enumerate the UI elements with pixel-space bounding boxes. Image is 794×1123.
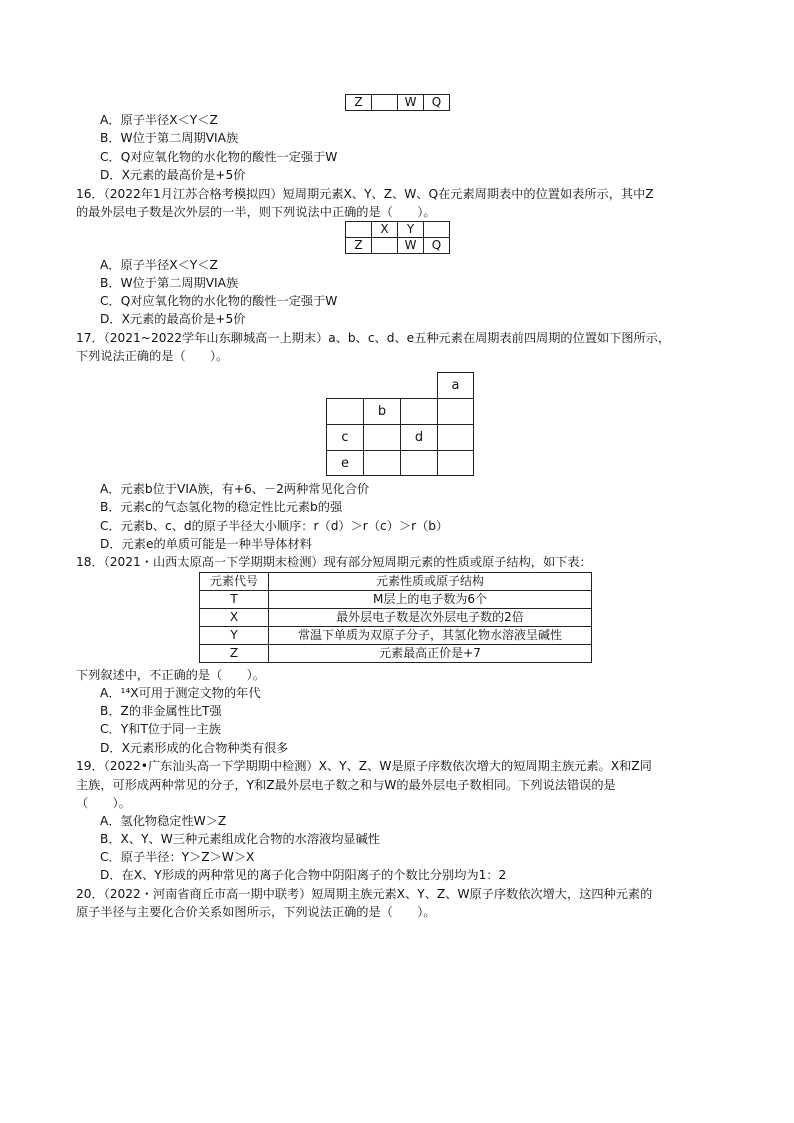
q16-cell: [424, 222, 450, 238]
q16-periodic-table: [345, 221, 450, 254]
q19-stem-line3: （ ）。: [76, 796, 131, 810]
q17-cell-b: [363, 398, 401, 425]
q15-cell: W: [398, 95, 424, 111]
q17-option-a: A．元素b位于VIA族，有+6、－2两种常见化合价: [100, 482, 370, 496]
q15-option-b: B．W位于第二周期VIA族: [100, 131, 239, 145]
q20-stem-line2: 原子半径与主要化合价关系如图所示，下列说法正确的是（ ）。: [76, 905, 436, 919]
q15-cell: [372, 95, 398, 111]
q18-cell: T: [200, 591, 269, 609]
q17-cell: [437, 450, 474, 476]
q17-cell: [400, 398, 438, 425]
q16-cell: Y: [398, 222, 424, 238]
q16-cell: Q: [424, 238, 450, 254]
q18-option-d: D．X元素形成的化合物种类有很多: [100, 741, 289, 755]
q18-cell: 常温下单质为双原子分子，其氢化物水溶液呈碱性: [269, 627, 592, 645]
q16-cell: [372, 238, 398, 254]
q19-option-d: D．在X、Y形成的两种常见的离子化合物中阴阳离子的个数比分别均为1：2: [100, 868, 507, 882]
q19-option-b: B．X、Y、W三种元素组成化合物的水溶液均显碱性: [100, 832, 380, 846]
q16-cell: [346, 222, 372, 238]
q20-stem-line1: 20．（2022・河南省商丘市高一期中联考）短周期主族元素X、Y、Z、W原子序数依次增大，这四种元素的: [76, 887, 653, 901]
q19-option-c: C．原子半径：Y＞Z＞W＞X: [100, 850, 255, 864]
q16-stem-line1: 16．（2022年1月江苏合格考模拟四）短周期元素X、Y、Z、W、Q在元素周期表中的位置如表所示，其中Z: [76, 187, 654, 201]
q18-stem: 18．（2021・山西太原高一下学期期末检测）现有部分短周期元素的性质或原子结构，如下表：: [76, 555, 592, 569]
q18-header-property: 元素性质或原子结构: [269, 573, 592, 591]
q17-cell: [363, 424, 401, 451]
q17-option-d: D．元素e的单质可能是一种半导体材料: [100, 537, 312, 551]
q17-cell: [437, 398, 474, 425]
q16-option-d: D．X元素的最高价是+5价: [100, 312, 246, 326]
q16-cell: W: [398, 238, 424, 254]
q18-cell: M层上的电子数为6个: [269, 591, 592, 609]
q15-cell: Z: [346, 95, 372, 111]
q17-cell-c: [326, 424, 364, 451]
q19-option-a: A．氢化物稳定性W＞Z: [100, 814, 227, 828]
q17-label-a: a: [451, 378, 460, 393]
q17-cell-a: [437, 372, 474, 399]
q16-option-a: A．原子半径X＜Y＜Z: [100, 258, 218, 272]
q18-header-code: 元素代号: [200, 573, 269, 591]
q18-properties-table: [199, 572, 592, 663]
q17-label-e: e: [341, 456, 349, 471]
q17-label-d: d: [414, 430, 424, 445]
q16-option-c: C．Q对应氧化物的水化物的酸性一定强于W: [100, 294, 338, 308]
q17-option-b: B．元素c的气态氢化物的稳定性比元素b的强: [100, 500, 343, 514]
q18-cell: 元素最高正价是+7: [269, 645, 592, 663]
q18-option-a: A．¹⁴X可用于测定文物的年代: [100, 686, 261, 700]
q15-option-c: C．Q对应氧化物的水化物的酸性一定强于W: [100, 150, 338, 164]
q18-option-c: C．Y和T位于同一主族: [100, 722, 221, 736]
q17-periodic-grid: [326, 372, 474, 476]
q15-periodic-table: [345, 94, 450, 111]
q17-cell: [400, 450, 438, 476]
q17-cell: [437, 424, 474, 451]
q19-stem-line2: 主族，可形成两种常见的分子，Y和Z最外层电子数之和与W的最外层电子数相同。下列说法错误的是: [76, 778, 616, 792]
q17-cell-d: [400, 424, 438, 451]
q17-label-b: b: [377, 404, 387, 419]
q18-cell: 最外层电子数是次外层电子数的2倍: [269, 609, 592, 627]
q17-option-c: C．元素b、c、d的原子半径大小顺序：r（d）＞r（c）＞r（b）: [100, 519, 449, 533]
q17-stem-line2: 下列说法正确的是（ ）。: [76, 349, 229, 363]
q15-option-a: A．原子半径X＜Y＜Z: [100, 113, 218, 127]
q16-stem-line2: 的最外层电子数是次外层的一半，则下列说法中正确的是（ ）。: [76, 205, 436, 219]
q17-cell: [363, 450, 401, 476]
q17-cell: [326, 398, 364, 425]
q18-cell: Z: [200, 645, 269, 663]
q16-cell: X: [372, 222, 398, 238]
q18-option-b: B．Z的非金属性比T强: [100, 704, 222, 718]
q16-cell: Z: [346, 238, 372, 254]
q15-cell: Q: [424, 95, 450, 111]
q18-cell: Y: [200, 627, 269, 645]
q18-cell: X: [200, 609, 269, 627]
q16-option-b: B．W位于第二周期VIA族: [100, 276, 239, 290]
q17-cell-e: [326, 450, 364, 476]
q17-label-c: c: [341, 430, 349, 445]
q18-question: 下列叙述中，不正确的是（ ）。: [76, 668, 265, 682]
q17-stem-line1: 17．（2021~2022学年山东聊城高一上期末）a、b、c、d、e五种元素在周期表前四周期的位置如下图所示，: [76, 331, 671, 345]
q19-stem-line1: 19．（2022•广东汕头高一下学期期中检测）X、Y、Z、W是原子序数依次增大的短周期主族元素。X和Z同: [76, 759, 652, 773]
q15-option-d: D．X元素的最高价是+5价: [100, 168, 246, 182]
